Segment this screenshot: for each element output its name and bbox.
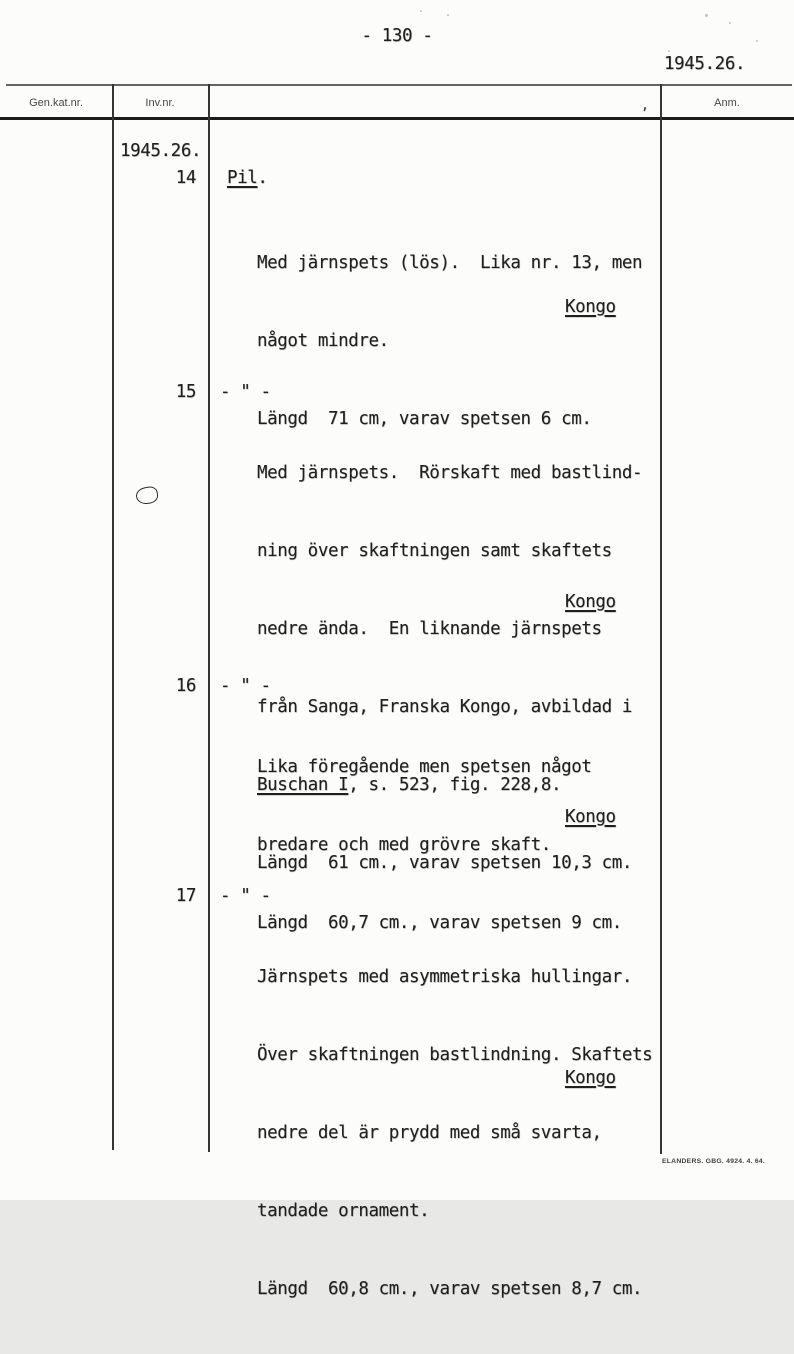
- description-line: bredare och med grövre skaft.: [257, 835, 551, 855]
- entry-16-origin: Kongo: [565, 807, 616, 827]
- scan-speck: [756, 40, 758, 42]
- entry-14-title-text: Pil: [227, 168, 258, 188]
- reference-title: Buschan I: [257, 775, 349, 795]
- description-line: Längd 60,8 cm., varav spetsen 8,7 cm.: [257, 1279, 643, 1299]
- entry-15-ditto-mark: - " -: [220, 382, 271, 402]
- description-line: nedre del är prydd med små svarta,: [257, 1123, 602, 1143]
- column-divider-genkat: [112, 84, 114, 1150]
- description-line: Med järnspets. Rörskaft med bastlind-: [257, 463, 643, 483]
- description-line: Längd 60,7 cm., varav spetsen 9 cm.: [257, 913, 622, 933]
- column-header-gen-kat-nr: Gen.kat.nr.: [29, 97, 83, 109]
- entry-17-origin: Kongo: [565, 1068, 616, 1088]
- entry-14-group-number: 1945.26.: [120, 141, 202, 161]
- printer-mark: ELANDERS. GBG. 4924. 4. 64.: [662, 1158, 766, 1165]
- scan-speck: [705, 14, 708, 17]
- description-line: Längd 71 cm, varav spetsen 6 cm.: [257, 409, 592, 429]
- entry-15-inv-nr: 15: [175, 382, 196, 402]
- entry-16-inv-nr: 16: [175, 676, 196, 696]
- reference-detail: , s. 523, fig. 228,8.: [348, 775, 562, 795]
- entry-14-title-period: .: [257, 168, 268, 188]
- table-header-top-rule: [6, 84, 792, 86]
- entry-14-title: [227, 168, 268, 188]
- column-header-inv-nr: Inv.nr.: [145, 97, 175, 109]
- entry-14-origin: Kongo: [565, 297, 616, 317]
- description-line: nedre ända. En liknande järnspets: [257, 619, 602, 639]
- pencil-circle-mark: [135, 485, 160, 506]
- column-header-anm: Anm.: [714, 97, 740, 109]
- description-line: Med järnspets (lös). Lika nr. 13, men: [257, 253, 643, 273]
- table-header-bottom-rule: [0, 117, 794, 120]
- entry-16-ditto-mark: - " -: [220, 676, 271, 696]
- scan-speck: [668, 50, 670, 52]
- description-line: något mindre.: [257, 331, 389, 351]
- entry-15-origin: Kongo: [565, 592, 616, 612]
- description-line: Över skaftningen bastlindning. Skaftets: [257, 1045, 653, 1065]
- description-line: tandade ornament.: [257, 1201, 430, 1221]
- description-line: från Sanga, Franska Kongo, avbildad i: [257, 697, 633, 717]
- description-line: Lika föregående men spetsen något: [257, 757, 592, 777]
- entry-17-ditto-mark: - " -: [220, 886, 271, 906]
- description-line: Järnspets med asymmetriska hullingar.: [257, 967, 633, 987]
- page-number: - 130 -: [361, 26, 433, 46]
- description-line: ning över skaftningen samt skaftets: [257, 541, 612, 561]
- entry-17-inv-nr: 17: [175, 886, 196, 906]
- scan-speck: [729, 22, 731, 24]
- stray-mark: ,: [641, 98, 649, 113]
- collection-number: 1945.26.: [664, 54, 746, 74]
- column-divider-anm: [660, 84, 662, 1154]
- description-line: Längd 61 cm., varav spetsen 10,3 cm.: [257, 853, 633, 873]
- column-divider-invnr: [208, 84, 210, 1152]
- scan-speck: [420, 10, 422, 12]
- entry-17-description: [257, 912, 652, 1354]
- scan-speck: [447, 14, 449, 16]
- entry-14-inv-nr: 14: [175, 168, 196, 188]
